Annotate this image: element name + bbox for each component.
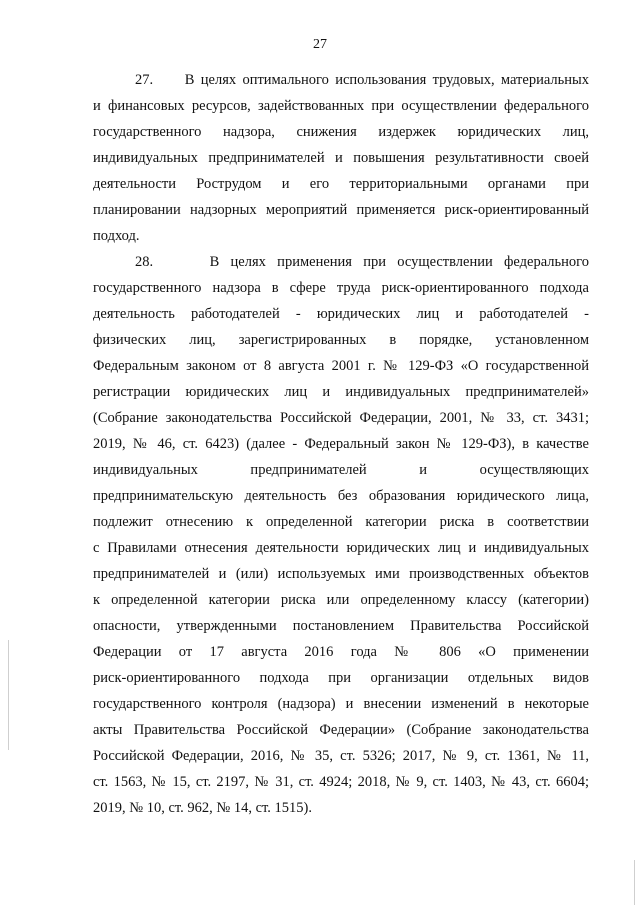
text-line: подлежит отнесению к определенной категории риска в соответствии <box>93 514 589 530</box>
text-line: государственного контроля (надзора) и внесении изменений в некоторые <box>93 696 589 712</box>
text-line: 2019, № 46, ст. 6423) (далее - Федеральный закон № 129-ФЗ), в качестве <box>93 436 589 452</box>
text-line: подход. <box>93 228 140 244</box>
text-line: Федерации от 17 августа 2016 года № 806 «О применении <box>93 644 589 660</box>
text-line: физических лиц, зарегистрированных в порядке, установленном <box>93 332 589 348</box>
text-line: предпринимателей и (или) используемых ими производственных объектов <box>93 566 589 582</box>
text-line: (Собрание законодательства Российской Федерации, 2001, № 33, ст. 3431; <box>93 410 589 426</box>
scan-edge-mark-right <box>634 860 635 905</box>
text-line: Федеральным законом от 8 августа 2001 г. № 129-ФЗ «О государственной <box>93 358 589 374</box>
text-line: к определенной категории риска или определенному классу (категории) <box>93 592 589 608</box>
text-line: индивидуальных предпринимателей и осуществляющих <box>93 462 589 478</box>
text-line: опасности, утвержденными постановлением Правительства Российской <box>93 618 589 634</box>
text-line: индивидуальных предпринимателей и повышения результативности своей <box>93 150 589 166</box>
text-line: 27. В целях оптимального использования трудовых, материальных <box>135 72 589 88</box>
scan-edge-mark-left <box>8 640 9 750</box>
text-line: деятельность работодателей - юридических лиц и работодателей - <box>93 306 589 322</box>
text-line: 2019, № 10, ст. 962, № 14, ст. 1515). <box>93 800 312 816</box>
text-line: планировании надзорных мероприятий применяется риск-ориентированный <box>93 202 589 218</box>
text-line: с Правилами отнесения деятельности юридических лиц и индивидуальных <box>93 540 589 556</box>
text-line: акты Правительства Российской Федерации» (Собрание законодательства <box>93 722 589 738</box>
text-line: деятельности Рострудом и его территориальными органами при <box>93 176 589 192</box>
text-line: Российской Федерации, 2016, № 35, ст. 5326; 2017, № 9, ст. 1361, № 11, <box>93 748 589 764</box>
text-line: ст. 1563, № 15, ст. 2197, № 31, ст. 4924; 2018, № 9, ст. 1403, № 43, ст. 6604; <box>93 774 589 790</box>
text-line: 28. В целях применения при осуществлении федерального <box>135 254 589 270</box>
text-line: и финансовых ресурсов, задействованных при осуществлении федерального <box>93 98 589 114</box>
text-line: предпринимательскую деятельность без образования юридического лица, <box>93 488 589 504</box>
text-line: регистрации юридических лиц и индивидуальных предпринимателей» <box>93 384 589 400</box>
text-line: государственного надзора в сфере труда риск-ориентированного подхода <box>93 280 589 296</box>
page-number: 27 <box>313 37 327 52</box>
document-body <box>93 67 589 821</box>
text-line: риск-ориентированного подхода при организации отдельных видов <box>93 670 589 686</box>
text-line: государственного надзора, снижения издержек юридических лиц, <box>93 124 589 140</box>
